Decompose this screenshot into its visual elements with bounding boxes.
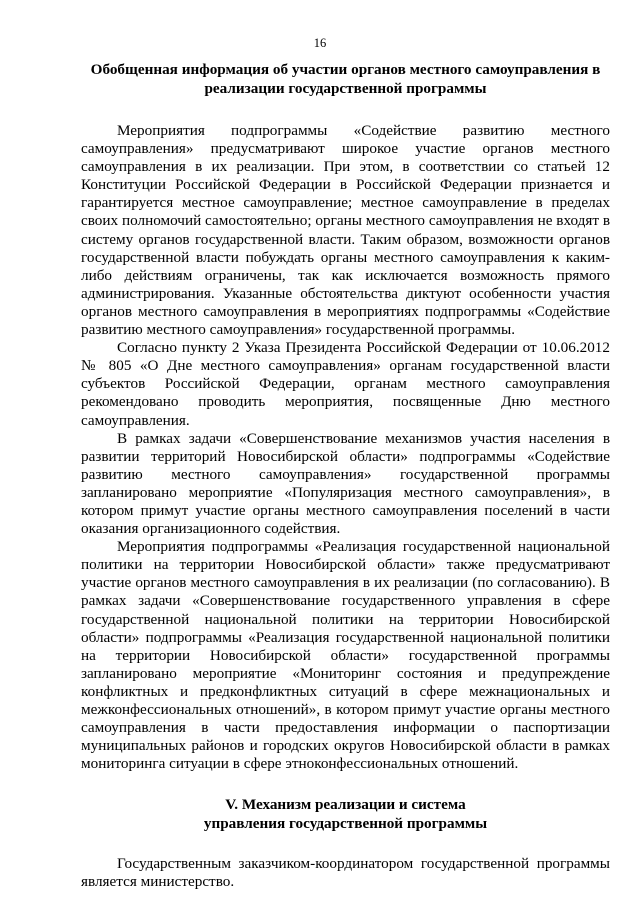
section-heading-line: Обобщенная информация об участии органов местного самоуправления в [90,61,601,78]
page-number: 16 [313,36,327,50]
section-heading-participation [81,60,610,98]
page-content [81,60,610,892]
paragraph: Согласно пункту 2 Указа Президента Российской Федерации от 10.06.2012 № 805 «О Дне местного самоуправления» органам государственной власти субъектов Российской Федерации, органам местного самоуправления рекомендовано проводить мероприятия, посвященные Дню местного самоуправления. [81,339,610,429]
paragraph: Государственным заказчиком-координатором государственной программы является министерство. [81,855,610,891]
section-heading-line: реализации государственной программы [204,80,487,97]
section-heading-line: управления государственной программы [203,815,488,833]
section-heading-line: V. Механизм реализации и система [225,796,466,814]
paragraph: В рамках задачи «Совершенствование механизмов участия населения в развитии территорий Новосибирской области» подпрограммы «Содействие развитию местного самоуправления» государственной программы запланировано мероприятие «Популяризация местного самоуправления», в котором примут участие органы местного самоуправления поселений в части оказания организационного содействия. [81,429,610,538]
paragraph: Мероприятия подпрограммы «Реализация государственной национальной политики на территории Новосибирской области» также предусматривают участие органов местного самоуправления в их реализации (по согласованию). В рамках задачи «Совершенствование государственного управления в сфере государственной национальной политики на территории Новосибирской области» подпрограммы «Реализация государственной национальной политики на территории Новосибирской области» государственной программы запланировано мероприятие «Мониторинг состояния и предупреждение конфликтных и предконфликтных ситуаций в сфере межнациональных и межконфессиональных отношений», в котором примут участие органы местного самоуправления в части предоставления информации о паспортизации муниципальных районов и городских округов Новосибирской области в рамках мониторинга ситуации в сфере этноконфессиональных отношений. [81,538,610,773]
paragraph: Мероприятия подпрограммы «Содействие развитию местного самоуправления» предусматривают широкое участие органов местного самоуправления в их реализации. При этом, в соответствии со статьей 12 Конституции Российской Федерации в Российской Федерации признается и гарантируется местное самоуправление; местное самоуправление в пределах своих полномочий самостоятельно; органы местного самоуправления не входят в систему органов государственной власти. Таким образом, возможности органов государственной власти побуждать органы местного самоуправления к каким-либо действиям ограничены, так как исключается возможность прямого администрирования. Указанные обстоятельства диктуют особенности участия органов местного самоуправления в мероприятиях подпрограммы «Содействие развитию местного самоуправления» государственной программы. [81,122,610,339]
section-heading-mechanism [81,795,610,833]
